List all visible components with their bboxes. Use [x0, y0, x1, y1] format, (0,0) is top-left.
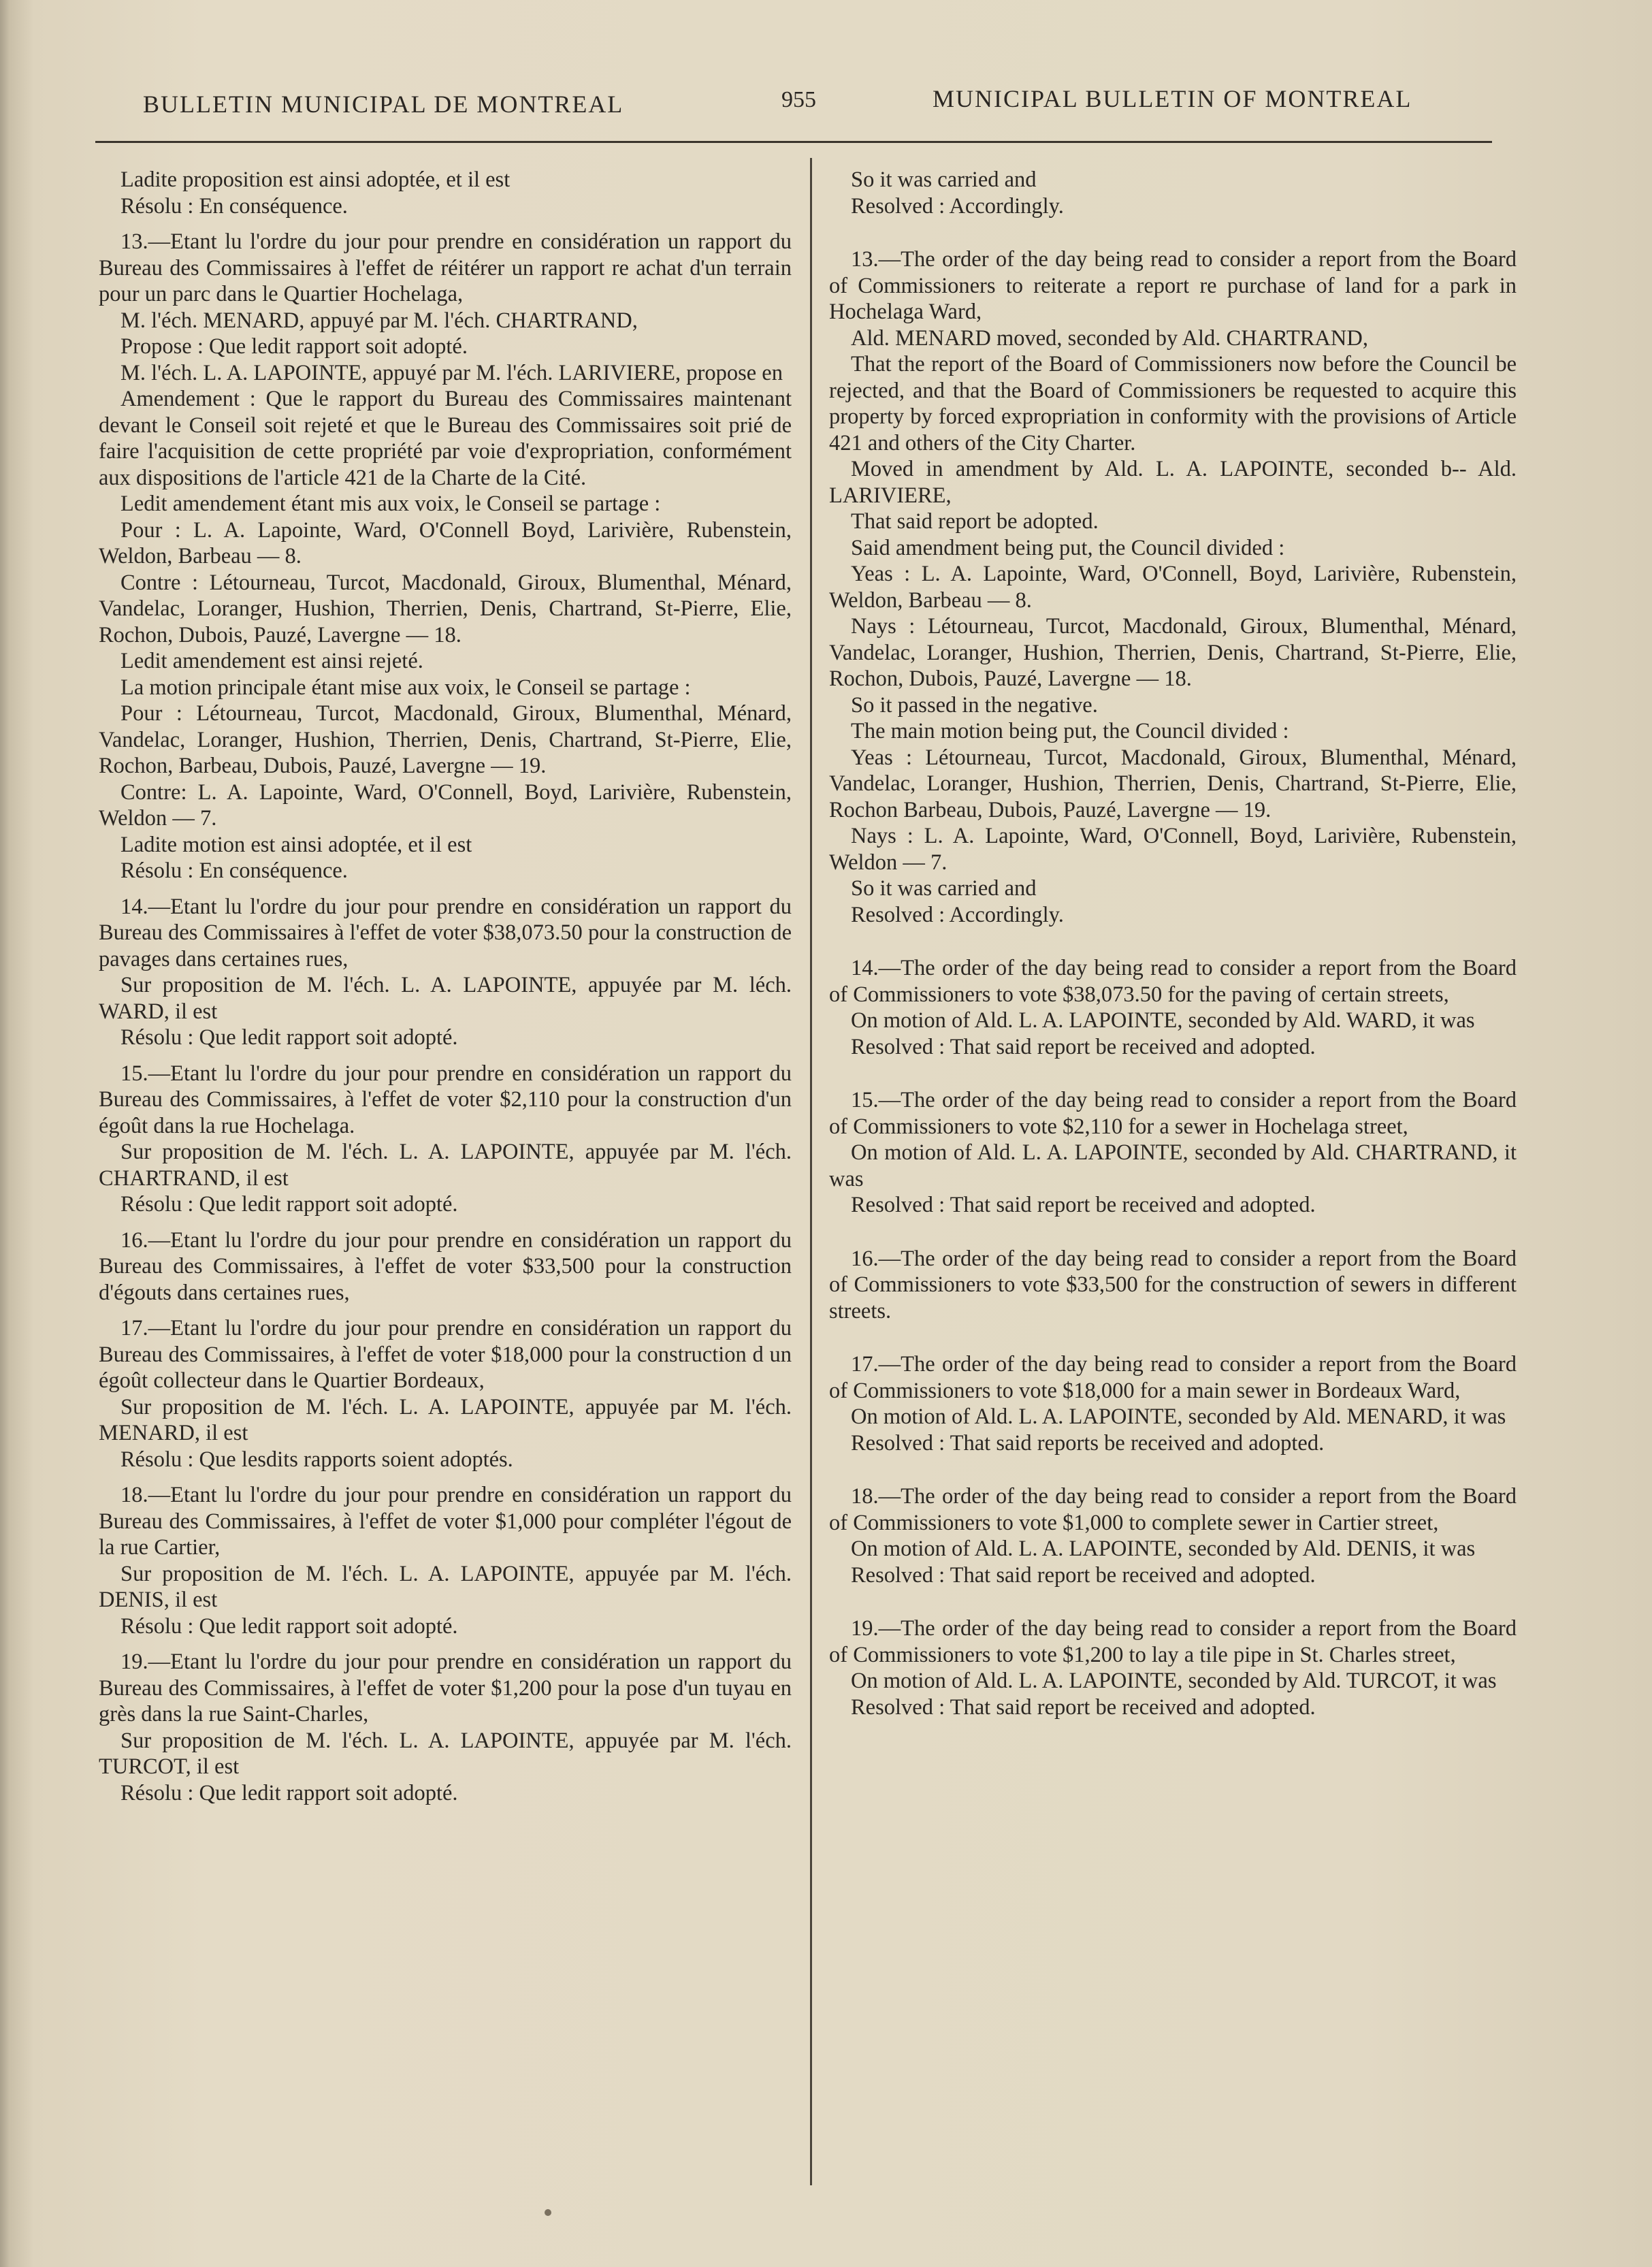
header-rule [95, 141, 1492, 143]
paragraph: Ledit amendement étant mis aux voix, le Conseil se partage : [120, 492, 661, 516]
paragraph: 14.—The order of the day being read to consider a report from the Board of Commissioners to vote $38,073.50 for the paving of certain streets, [829, 956, 1517, 1007]
paragraph: 16.—Etant lu l'ordre du jour pour prendre en considération un rapport du Bureau des Commissaires, à l'effet de voter $33,500 pour la construction d'égouts dans certaines rues, [99, 1227, 792, 1305]
paragraph: 13.—Etant lu l'ordre du jour pour prendre en considération un rapport du Bureau des Commissaires à l'effet de réitérer un rapport re achat d'un terrain pour un parc dans le Quartier Hochelaga, [99, 229, 792, 306]
paragraph: So it passed in the negative. [851, 692, 1098, 718]
paragraph: On motion of Ald. L. A. LAPOINTE, seconded by Ald. MENARD, it was [851, 1404, 1506, 1429]
french-column [99, 167, 792, 1806]
paragraph: Résolu : Que lesdits rapports soient adoptés. [120, 1447, 513, 1472]
paragraph: Nays : L. A. Lapointe, Ward, O'Connell, Boyd, Larivière, Rubenstein, Weldon — 7. [829, 824, 1517, 875]
paragraph: Amendement : Que le rapport du Bureau des Commissaires maintenant devant le Conseil soit rejeté et que le Bureau des Commissaires soit prié de faire l'acquisition de cette propriété par voie d'expropriation, conformément aux dispositions de l'article 421 de la Charte de la Cité. [99, 387, 792, 490]
paragraph: Resolved : Accordingly. [851, 193, 1064, 219]
paragraph: 17.—Etant lu l'ordre du jour pour prendre en considération un rapport du Bureau des Commissaires, à l'effet de voter $18,000 pour la construction d un égoût collecteur dans le Quartier Bordeaux, [99, 1316, 792, 1393]
paragraph: Résolu : Que ledit rapport soit adopté. [120, 1780, 458, 1805]
paragraph: M. l'éch. L. A. LAPOINTE, appuyé par M. l'éch. LARIVIERE, propose en [120, 360, 783, 385]
header-title-french: BULLETIN MUNICIPAL DE MONTREAL [143, 91, 624, 118]
paragraph: Said amendment being put, the Council divided : [851, 535, 1285, 560]
paragraph: 13.—The order of the day being read to consider a report from the Board of Commissioners to reiterate a report re purchase of land for a park in Hochelaga Ward, [829, 247, 1517, 324]
paragraph: So it was carried and [851, 167, 1037, 192]
paragraph: Moved in amendment by Ald. L. A. LAPOINTE, seconded b-- Ald. LARIVIERE, [829, 457, 1517, 508]
paragraph: Resolved : That said report be received and adopted. [851, 1193, 1316, 1217]
paragraph: Resolved : That said report be received and adopted. [851, 1034, 1316, 1059]
paragraph: So it was carried and [851, 876, 1037, 901]
header-title-english: MUNICIPAL BULLETIN OF MONTREAL [933, 85, 1412, 112]
ink-speck [545, 2209, 551, 2216]
paragraph: 19.—The order of the day being read to consider a report from the Board of Commissioners to vote $1,200 to lay a tile pipe in St. Charles street, [829, 1616, 1517, 1667]
paragraph: Résolu : En conséquence. [120, 858, 348, 883]
paragraph: Sur proposition de M. l'éch. L. A. LAPOINTE, appuyée par M. l'éch. TURCOT, il est [99, 1728, 792, 1779]
paragraph: M. l'éch. MENARD, appuyé par M. l'éch. CHARTRAND, [120, 308, 638, 333]
paragraph: Sur proposition de M. l'éch. L. A. LAPOINTE, appuyée par M. léch. WARD, il est [99, 973, 792, 1024]
paragraph: Résolu : Que ledit rapport soit adopté. [120, 1613, 458, 1639]
paragraph: 14.—Etant lu l'ordre du jour pour prendre en considération un rapport du Bureau des Commissaires à l'effet de voter $38,073.50 pour la construction de pavages dans certaines rues, [99, 894, 792, 971]
paragraph: 15.—Etant lu l'ordre du jour pour prendre en considération un rapport du Bureau des Commissaires, à l'effet de voter $2,110 pour la construction d'un égoût dans la rue Hochelaga. [99, 1061, 792, 1138]
paragraph: On motion of Ald. L. A. LAPOINTE, seconded by Ald. TURCOT, it was [851, 1669, 1497, 1693]
paragraph: On motion of Ald. L. A. LAPOINTE, seconded by Ald. DENIS, it was [851, 1537, 1476, 1561]
paragraph: Résolu : Que ledit rapport soit adopté. [120, 1025, 458, 1050]
paragraph: Yeas : Létourneau, Turcot, Macdonald, Giroux, Blumenthal, Ménard, Vandelac, Loranger, Hushion, Therrien, Denis, Chartrand, St-Pierre, Elie, Rochon Barbeau, Dubois, Pauzé, Lavergne — 19. [829, 745, 1517, 822]
paragraph: Pour : L. A. Lapointe, Ward, O'Connell Boyd, Larivière, Rubenstein, Weldon, Barbeau — 8. [99, 517, 792, 568]
page-number: 955 [781, 87, 816, 112]
paragraph: 19.—Etant lu l'ordre du jour pour prendre en considération un rapport du Bureau des Commissaires, à l'effet de voter $1,200 pour la pose d'un tuyau en grès dans la rue Saint-Charles, [99, 1650, 792, 1726]
paragraph: Contre: L. A. Lapointe, Ward, O'Connell, Boyd, Larivière, Rubenstein, Weldon — 7. [99, 779, 792, 831]
paragraph: Ladite proposition est ainsi adoptée, et il est [120, 167, 511, 192]
paragraph: Yeas : L. A. Lapointe, Ward, O'Connell, Boyd, Larivière, Rubenstein, Weldon, Barbeau — 8. [829, 562, 1517, 613]
paragraph: Ledit amendement est ainsi rejeté. [120, 649, 423, 673]
paragraph: That the report of the Board of Commissioners now before the Council be rejected, and that the Board of Commissioners be requested to acquire this property by forced expropriation in conformity with the provisions of Article 421 and others of the City Charter. [829, 352, 1517, 455]
column-divider [810, 158, 812, 2185]
paragraph: The main motion being put, the Council divided : [851, 719, 1289, 743]
paragraph: 16.—The order of the day being read to consider a report from the Board of Commissioners to vote $33,500 for the construction of sewers in different streets. [829, 1246, 1517, 1323]
paragraph: Pour : Létourneau, Turcot, Macdonald, Giroux, Blumenthal, Ménard, Vandelac, Loranger, Hushion, Therrien, Denis, Chartrand, St-Pierre, Elie, Rochon, Barbeau, Dubois, Pauzé, Lavergne — 19. [99, 701, 792, 778]
paragraph: Propose : Que ledit rapport soit adopté. [120, 334, 468, 359]
paragraph: On motion of Ald. L. A. LAPOINTE, seconded by Ald. WARD, it was [851, 1008, 1475, 1033]
english-column [829, 167, 1517, 1720]
paragraph: Sur proposition de M. l'éch. L. A. LAPOINTE, appuyée par M. l'éch. MENARD, il est [99, 1394, 792, 1445]
paragraph: 18.—Etant lu l'ordre du jour pour prendre en considération un rapport du Bureau des Commissaires, à l'effet de voter $1,000 pour compléter l'égout de la rue Cartier, [99, 1483, 792, 1560]
paragraph: Résolu : Que ledit rapport soit adopté. [120, 1192, 458, 1217]
paragraph: Sur proposition de M. l'éch. L. A. LAPOINTE, appuyée par M. l'éch. CHARTRAND, il est [99, 1140, 792, 1191]
paragraph: 18.—The order of the day being read to consider a report from the Board of Commissioners to vote $1,000 to complete sewer in Cartier street, [829, 1484, 1517, 1535]
paragraph: Contre : Létourneau, Turcot, Macdonald, Giroux, Blumenthal, Ménard, Vandelac, Loranger, Hushion, Therrien, Denis, Chartrand, St-Pierre, Elie, Rochon, Dubois, Pauzé, Lavergne — 18. [99, 570, 792, 647]
paragraph: Ladite motion est ainsi adoptée, et il est [120, 832, 472, 857]
paragraph: Resolved : Accordingly. [851, 902, 1064, 927]
paragraph: Résolu : En conséquence. [120, 193, 348, 219]
running-header [0, 80, 1652, 128]
paragraph: That said report be adopted. [851, 509, 1099, 534]
paragraph: 17.—The order of the day being read to consider a report from the Board of Commissioners to vote $18,000 for a main sewer in Bordeaux Ward, [829, 1352, 1517, 1403]
paragraph: Sur proposition de M. l'éch. L. A. LAPOINTE, appuyée par M. l'éch. DENIS, il est [99, 1561, 792, 1612]
paragraph: On motion of Ald. L. A. LAPOINTE, seconded by Ald. CHARTRAND, it was [829, 1140, 1517, 1191]
paragraph: 15.—The order of the day being read to consider a report from the Board of Commissioners to vote $2,110 for a sewer in Hochelaga street, [829, 1088, 1517, 1139]
paragraph: Nays : Létourneau, Turcot, Macdonald, Giroux, Blumenthal, Ménard, Vandelac, Loranger, Hushion, Therrien, Denis, Chartrand, St-Pierre, Elie, Rochon, Dubois, Pauzé, Lavergne — 18. [829, 614, 1517, 691]
paragraph: La motion principale étant mise aux voix, le Conseil se partage : [120, 675, 691, 700]
paragraph: Resolved : That said reports be received and adopted. [851, 1430, 1325, 1456]
paragraph: Resolved : That said report be received and adopted. [851, 1694, 1316, 1720]
paragraph: Resolved : That said report be received and adopted. [851, 1562, 1316, 1588]
paragraph: Ald. MENARD moved, seconded by Ald. CHARTRAND, [851, 325, 1368, 351]
